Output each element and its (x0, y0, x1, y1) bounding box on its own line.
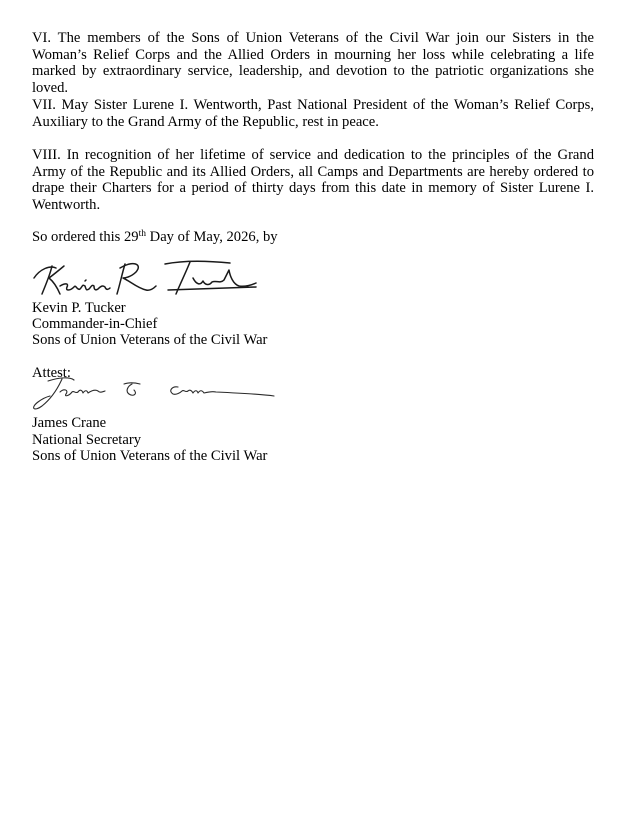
secretary-name: James Crane (32, 415, 107, 431)
order-date-suffix: Day of May, 2026, by (146, 229, 278, 245)
commander-title: Commander-in-Chief (32, 316, 158, 332)
order-date-prefix: So ordered this 29 (32, 229, 139, 245)
resolution-viii: VIII. In recognition of her lifetime of service and dedication to the principles of the Grand Army of the Republic and its Allied Orders, all Camps and Departments are hereby ordered to drape their Charters for a period of thirty days from this date in memory of Sister Lurene I. Wentworth. (32, 147, 594, 213)
secretary-title: National Secretary (32, 432, 141, 448)
resolution-vii: VII. May Sister Lurene I. Wentworth, Past National President of the Woman’s Relief Corps, Auxiliary to the Grand Army of the Republic, rest in peace. (32, 97, 594, 130)
commander-signature (30, 256, 260, 304)
order-line (32, 229, 278, 246)
secretary-signature (28, 372, 278, 416)
resolution-vi: VI. The members of the Sons of Union Veterans of the Civil War join our Sisters in the Woman’s Relief Corps and the Allied Orders in mourning her loss while celebrating a life marked by extraordinary service, leadership, and devotion to the patriotic organizations she loved. (32, 30, 594, 96)
commander-name: Kevin P. Tucker (32, 300, 126, 316)
secretary-organization: Sons of Union Veterans of the Civil War (32, 448, 268, 464)
order-date-ordinal: th (138, 229, 146, 239)
attest-label: Attest: (32, 365, 71, 381)
commander-organization: Sons of Union Veterans of the Civil War (32, 332, 268, 348)
